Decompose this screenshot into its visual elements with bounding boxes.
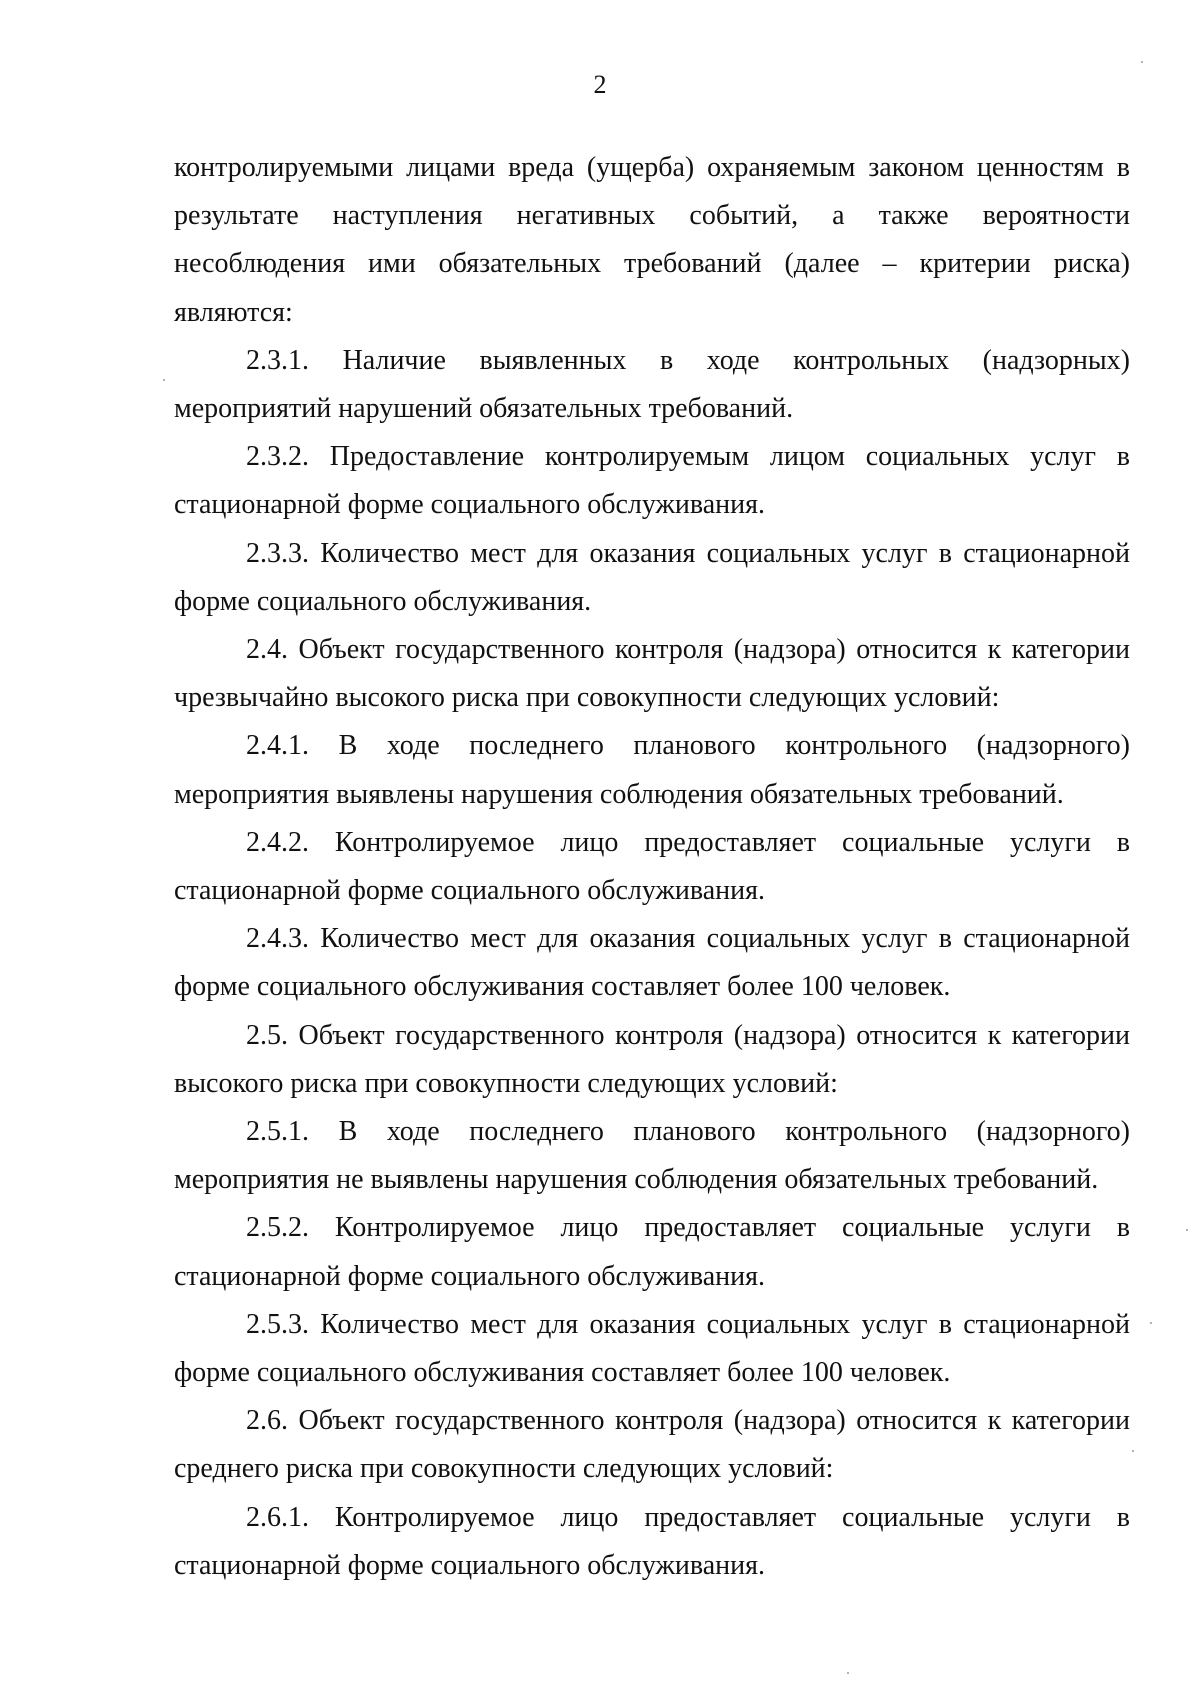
paragraph-item-2-3-1: 2.3.1. Наличие выявленных в ходе контрольных (надзорных) мероприятий нарушений обязательных требований. [174, 344, 1130, 425]
paragraph-item-2-5-1: 2.5.1. В ходе последнего планового контрольного (надзорного) мероприятия не выявлены нарушения соблюдения обязательных требований. [174, 1116, 1130, 1196]
paragraph-item-2-4-2: 2.4.2. Контролируемое лицо предоставляет социальные услуги в стационарной форме социального обслуживания. [174, 826, 1130, 907]
page-number: 2 [593, 70, 607, 99]
scan-speck [1186, 1229, 1188, 1231]
document-body [174, 144, 1130, 1590]
scan-speck [1132, 1450, 1134, 1452]
paragraph-item-2-4-3: 2.4.3. Количество мест для оказания социальных услуг в стационарной форме социального обслуживания составляет более 100 человек. [174, 923, 1130, 1003]
paragraph-item-2-4: 2.4. Объект государственного контроля (надзора) относится к категории чрезвычайно высокого риска при совокупности следующих условий: [174, 634, 1130, 714]
paragraph-intro-continued: контролируемыми лицами вреда (ущерба) охраняемым законом ценностям в результате наступления негативных событий, а также вероятности несоблюдения ими обязательных требований (далее – критерии риска) являются: [174, 152, 1130, 328]
paragraph-item-2-5-2: 2.5.2. Контролируемое лицо предоставляет социальные услуги в стационарной форме социального обслуживания. [174, 1212, 1130, 1292]
paragraph-item-2-6-1: 2.6.1. Контролируемое лицо предоставляет социальные услуги в стационарной форме социального обслуживания. [174, 1501, 1130, 1581]
paragraph-item-2-3-3: 2.3.3. Количество мест для оказания социальных услуг в стационарной форме социального обслуживания. [174, 537, 1130, 617]
paragraph-item-2-5-3: 2.5.3. Количество мест для оказания социальных услуг в стационарной форме социального обслуживания составляет более 100 человек. [174, 1308, 1130, 1389]
paragraph-item-2-3-2: 2.3.2. Предоставление контролируемым лицом социальных услуг в стационарной форме социального обслуживания. [174, 441, 1130, 521]
scan-speck [163, 379, 165, 381]
paragraph-item-2-4-1: 2.4.1. В ходе последнего планового контрольного (надзорного) мероприятия выявлены нарушения соблюдения обязательных требований. [174, 730, 1130, 810]
scan-speck [1150, 1322, 1152, 1324]
scan-speck [1141, 61, 1143, 63]
paragraph-item-2-5: 2.5. Объект государственного контроля (надзора) относится к категории высокого риска при совокупности следующих условий: [174, 1019, 1130, 1099]
paragraph-item-2-6: 2.6. Объект государственного контроля (надзора) относится к категории среднего риска при совокупности следующих условий: [174, 1405, 1130, 1485]
scan-speck [847, 1672, 849, 1674]
